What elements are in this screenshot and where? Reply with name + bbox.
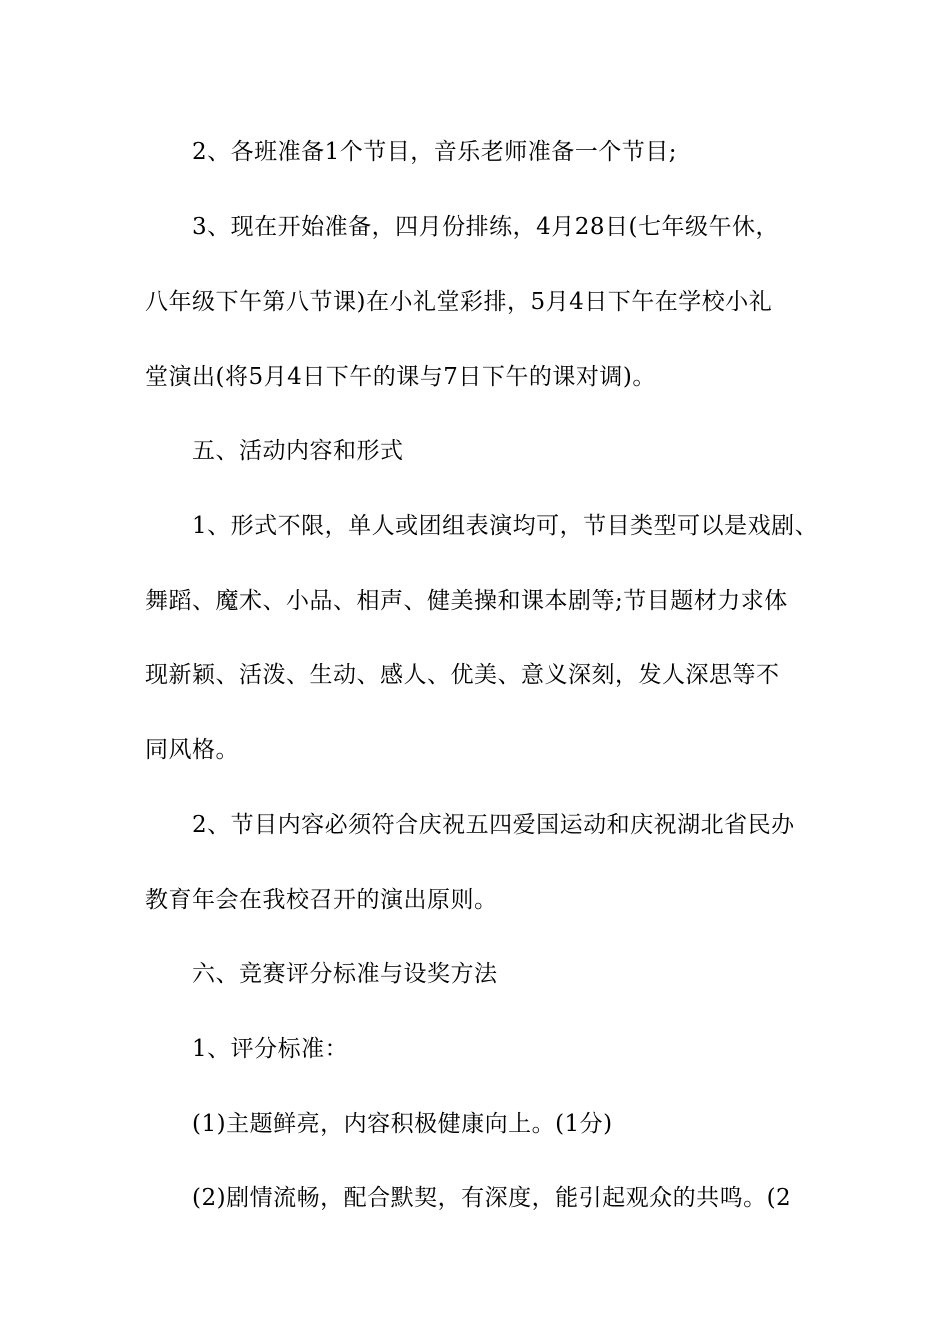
- paragraph-line: 堂演出(将5月4日下午的课与7日下午的课对调)。: [145, 364, 656, 390]
- paragraph-line: 1、形式不限，单人或团组表演均可，节目类型可以是戏剧、: [192, 513, 819, 539]
- section-heading: 五、活动内容和形式: [192, 438, 404, 464]
- paragraph-line: 1、评分标准：: [192, 1036, 349, 1062]
- paragraph-line: 3、现在开始准备，四月份排练，4月28日(七年级午休，: [192, 214, 780, 240]
- paragraph-line: 八年级下午第八节课)在小礼堂彩排，5月4日下午在学校小礼: [145, 289, 773, 315]
- paragraph-line: 2、节目内容必须符合庆祝五四爱国运动和庆祝湖北省民办: [192, 812, 795, 838]
- paragraph-line: (1)主题鲜亮，内容积极健康向上。(1分): [192, 1111, 613, 1137]
- paragraph-line: 现新颖、活泼、生动、感人、优美、意义深刻，发人深思等不: [145, 662, 780, 688]
- paragraph-line: 同风格。: [145, 737, 239, 763]
- paragraph-line: 2、各班准备1个节目，音乐老师准备一个节目;: [192, 139, 678, 165]
- paragraph-line: (2)剧情流畅，配合默契，有深度，能引起观众的共鸣。(2: [192, 1185, 792, 1211]
- paragraph-line: 教育年会在我校召开的演出原则。: [145, 887, 498, 913]
- section-heading: 六、竞赛评分标准与设奖方法: [192, 961, 498, 987]
- paragraph-line: 舞蹈、魔术、小品、相声、健美操和课本剧等;节目题材力求体: [145, 588, 788, 614]
